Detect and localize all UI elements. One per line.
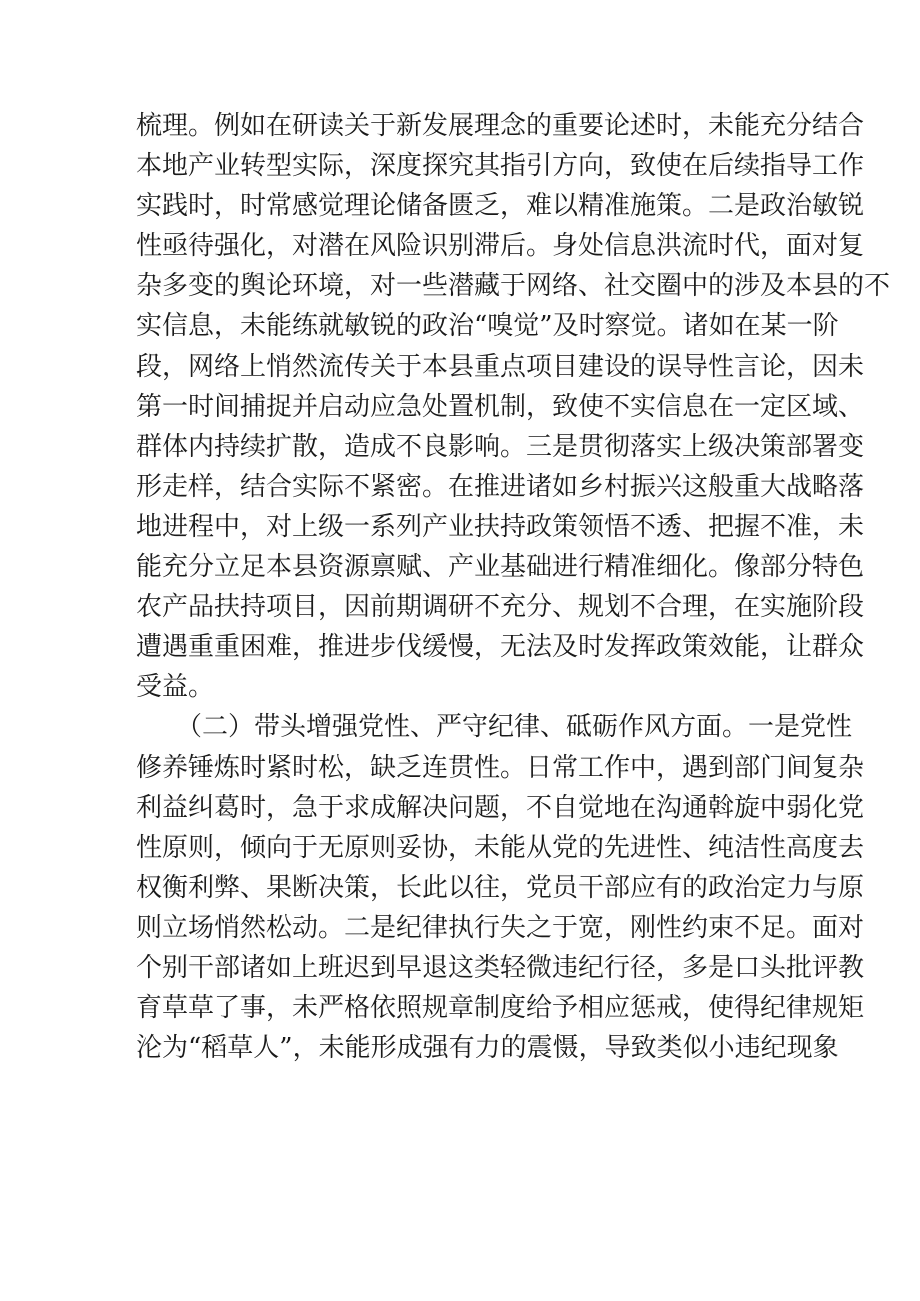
text-line: 实信息，未能练就敏锐的政治“嗅觉”及时察觉。诸如在某一阶 (136, 311, 839, 342)
text-line: 农产品扶持项目，因前期调研不充分、规划不合理，在实施阶段 (136, 592, 865, 623)
text-line: 沦为“稻草人”，未能形成强有力的震慑，导致类似小违纪现象 (136, 1033, 839, 1064)
text-line: 个别干部诸如上班迟到早退这类轻微违纪行径，多是口头批评教 (136, 952, 865, 983)
paragraph-2 (136, 707, 865, 1068)
text-line: 受益。 (136, 672, 215, 703)
text-line: 群体内持续扩散，造成不良影响。三是贯彻落实上级决策部署变 (136, 431, 865, 462)
document-body (136, 106, 891, 1068)
text-line: 遭遇重重困难，推进步伐缓慢，无法及时发挥政策效能，让群众 (136, 632, 865, 663)
text-line: 地进程中，对上级一系列产业扶持政策领悟不透、把握不准，未 (136, 511, 865, 542)
paragraph-1 (136, 106, 891, 707)
text-line: 第一时间捕捉并启动应急处置机制，致使不实信息在一定区域、 (136, 391, 865, 422)
text-line: 育草草了事，未严格依照规章制度给予相应惩戒，使得纪律规矩 (136, 993, 865, 1024)
text-line: （二）带头增强党性、严守纪律、砥砺作风方面。一是党性 (176, 712, 853, 743)
text-line: 性亟待强化，对潜在风险识别滞后。身处信息洪流时代，面对复 (136, 231, 865, 262)
text-line: 杂多变的舆论环境，对一些潜藏于网络、社交圈中的涉及本县的不 (136, 271, 891, 302)
text-line: 形走样，结合实际不紧密。在推进诸如乡村振兴这般重大战略落 (136, 471, 865, 502)
text-line: 实践时，时常感觉理论储备匮乏，难以精准施策。二是政治敏锐 (136, 191, 865, 222)
text-line: 利益纠葛时，急于求成解决问题，不自觉地在沟通斡旋中弱化党 (136, 792, 865, 823)
text-line: 修养锤炼时紧时松，缺乏连贯性。日常工作中，遇到部门间复杂 (136, 752, 865, 783)
text-line: 性原则，倾向于无原则妥协，未能从党的先进性、纯洁性高度去 (136, 832, 865, 863)
text-line: 本地产业转型实际，深度探究其指引方向，致使在后续指导工作 (136, 151, 865, 182)
text-line: 梳理。例如在研读关于新发展理念的重要论述时，未能充分结合 (136, 111, 865, 141)
text-line: 权衡利弊、果断决策，长此以往，党员干部应有的政治定力与原 (136, 872, 865, 903)
text-line: 段，网络上悄然流传关于本县重点项目建设的误导性言论，因未 (136, 351, 865, 382)
text-line: 能充分立足本县资源禀赋、产业基础进行精准细化。像部分特色 (136, 552, 865, 583)
text-line: 则立场悄然松动。二是纪律执行失之于宽，刚性约束不足。面对 (136, 912, 865, 943)
